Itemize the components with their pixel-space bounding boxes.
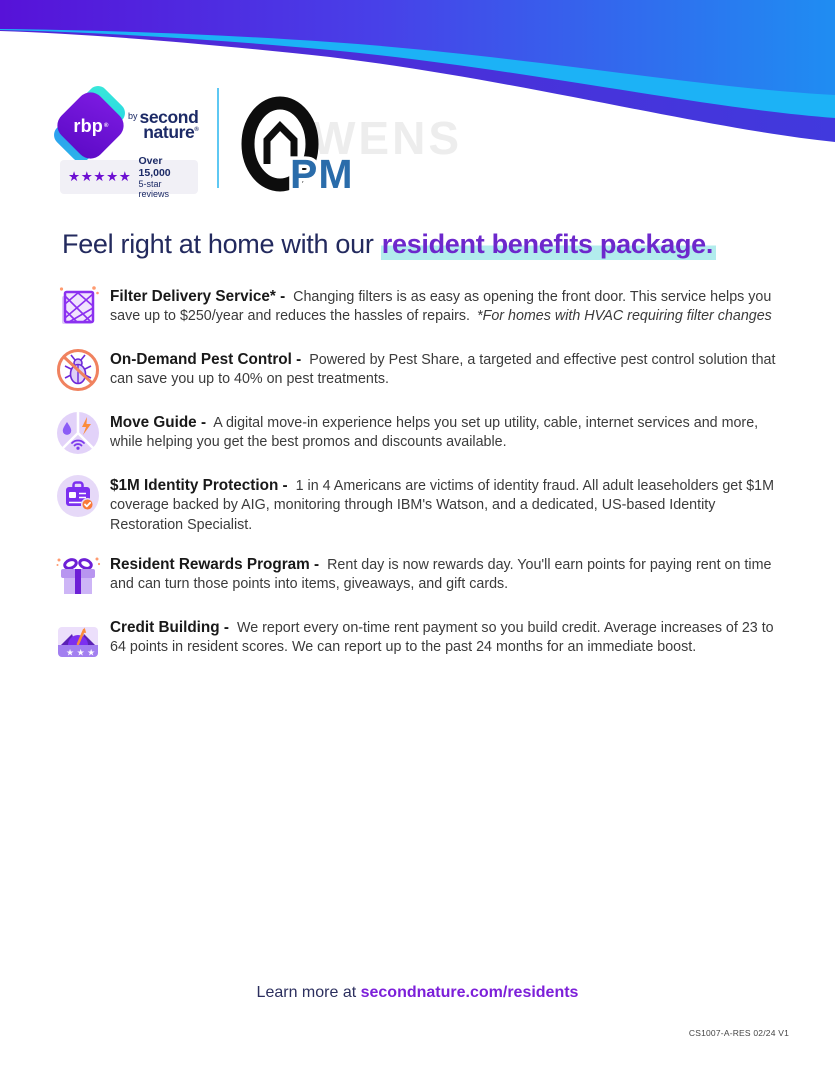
benefit-title: $1M Identity Protection - bbox=[110, 477, 288, 494]
reviews-count: Over 15,000 bbox=[138, 154, 171, 179]
footer-prefix: Learn more at bbox=[256, 984, 361, 1001]
benefit-item-filter-delivery bbox=[55, 284, 787, 330]
benefit-text bbox=[110, 473, 787, 535]
benefit-body: Rent day is now rewards day. You'll earn points for paying rent on time and can turn those points into items, giveaways, and gift cards. bbox=[110, 556, 772, 593]
benefit-body: 1 in 4 Americans are victims of identity fraud. All adult leaseholders get $1M coverage backed by AIG, monitoring through IBM's Watson, and a dedicated, US-based Identity Restoration Specialist. bbox=[110, 478, 775, 533]
benefit-item-credit-building bbox=[55, 615, 787, 661]
brand-line-2: nature® bbox=[143, 121, 199, 142]
logo-divider bbox=[217, 88, 219, 188]
move-guide-icon bbox=[55, 410, 101, 456]
benefit-body: A digital move-in experience helps you set up utility, cable, internet services and more, while helping you get the best promos and discounts available. bbox=[110, 415, 759, 451]
credit-stars-icon: ★★★ bbox=[66, 648, 98, 659]
identity-protection-icon bbox=[55, 473, 101, 519]
reviews-text bbox=[139, 155, 190, 200]
footer-learn-more bbox=[0, 984, 835, 1002]
by-label: by bbox=[128, 111, 138, 121]
registered-mark: ® bbox=[103, 123, 109, 129]
rbp-logo-text: rbp ® bbox=[73, 115, 109, 136]
benefit-body: Powered by Pest Share, a targeted and effective pest control solution that can save you up to 40% on pest treatments. bbox=[110, 352, 776, 388]
benefit-text bbox=[110, 410, 787, 453]
brand-line-1: second bbox=[139, 107, 199, 127]
benefit-text bbox=[110, 615, 787, 658]
headline-prefix: Feel right at home with our bbox=[62, 229, 381, 259]
credit-building-icon bbox=[55, 615, 101, 661]
benefit-item-pest-control bbox=[55, 347, 787, 393]
document-code: CS1007-A-RES 02/24 V1 bbox=[688, 1028, 789, 1038]
owens-pm-text: PM bbox=[290, 151, 354, 197]
benefit-title: Credit Building - bbox=[110, 618, 229, 636]
benefit-title: On-Demand Pest Control - bbox=[110, 351, 302, 368]
owens-wens-text: WENS bbox=[312, 112, 462, 164]
benefits-list bbox=[55, 284, 787, 678]
benefit-note: *For homes with HVAC requiring filter changes bbox=[477, 308, 772, 325]
benefit-body: Changing filters is as easy as opening the front door. This service helps you save up to $250/year and reduces the hassles of repairs. bbox=[110, 289, 772, 325]
benefit-item-identity-protection bbox=[55, 473, 787, 535]
benefit-title: Resident Rewards Program - bbox=[110, 555, 320, 573]
benefit-text bbox=[110, 347, 787, 390]
benefit-title: Move Guide - bbox=[110, 414, 207, 431]
benefit-text bbox=[110, 552, 787, 595]
headline-highlight: resident benefits package. bbox=[381, 229, 716, 261]
reviews-label: 5-star reviews bbox=[138, 178, 170, 200]
pest-control-icon bbox=[55, 347, 101, 393]
benefit-text bbox=[110, 284, 787, 327]
footer-link[interactable]: secondnature.com/residents bbox=[360, 984, 579, 1001]
reviews-badge bbox=[60, 154, 198, 200]
benefit-title: Filter Delivery Service* - bbox=[110, 288, 286, 305]
benefit-item-resident-rewards bbox=[55, 552, 787, 598]
rewards-gift-icon bbox=[55, 552, 101, 598]
second-nature-wordmark bbox=[128, 107, 199, 142]
rbp-logo bbox=[60, 94, 122, 156]
page-title bbox=[62, 229, 716, 260]
benefit-body: We report every on-time rent payment so you build credit. Average increases of 23 to 64 points in resident scores. We can report up to the past 24 months for an immediate boost. bbox=[110, 619, 774, 656]
second-nature-lines bbox=[139, 107, 199, 142]
benefit-item-move-guide bbox=[55, 410, 787, 456]
owens-pm-logo bbox=[236, 96, 526, 198]
five-stars-icon: ★★★★★ bbox=[68, 169, 132, 185]
filter-delivery-icon bbox=[55, 284, 101, 330]
